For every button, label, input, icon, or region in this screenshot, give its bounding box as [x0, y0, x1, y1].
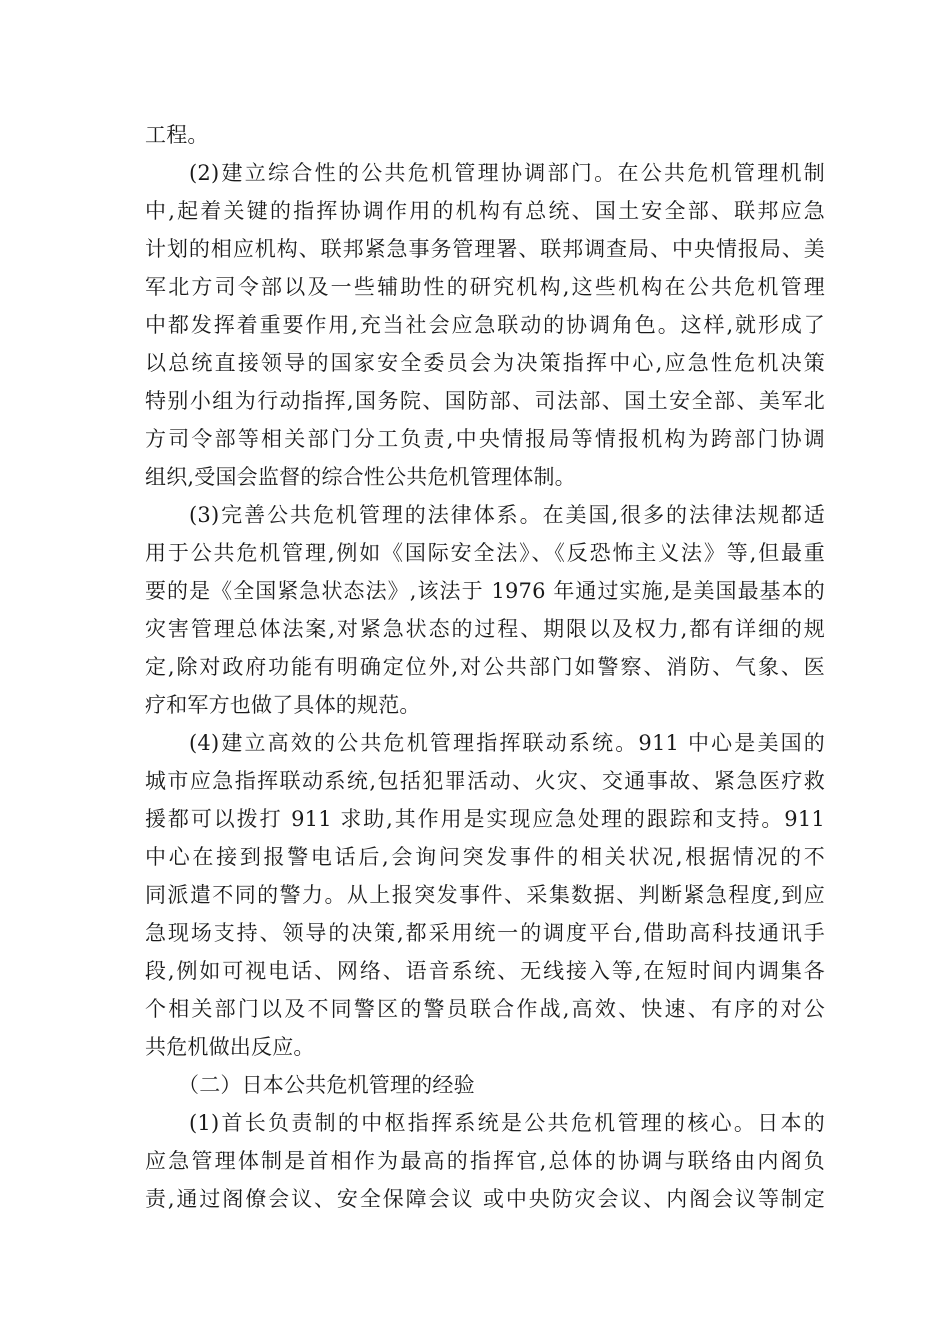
text-line: 组织,受国会监督的综合性公共危机管理体制。 [145, 465, 576, 489]
text-line: 共危机做出反应。 [145, 1035, 315, 1059]
text-line: 中都发挥着重要作用,充当社会应急联动的协调角色。这样,就形成了 [145, 313, 825, 337]
text-line: 计划的相应机构、联邦紧急事务管理署、联邦调查局、中央情报局、美 [145, 237, 825, 261]
text-line: 急现场支持、领导的决策,都采用统一的调度平台,借助高科技通讯手 [145, 921, 825, 945]
text-line: 中,起着关键的指挥协调作用的机构有总统、国土安全部、联邦应急 [145, 199, 825, 223]
text-line: 个相关部门以及不同警区的警员联合作战,高效、快速、有序的对公 [145, 997, 825, 1021]
text-line: 以总统直接领导的国家安全委员会为决策指挥中心,应急性危机决策 [145, 351, 825, 375]
text-line: 疗和军方也做了具体的规范。 [145, 693, 421, 717]
text-line: 援都可以拨打 911 求助,其作用是实现应急处理的跟踪和支持。911 [145, 807, 825, 831]
paragraph-first-line: (3)完善公共危机管理的法律体系。在美国,很多的法律法规都适 [189, 503, 825, 527]
text-line: 工程。 [145, 123, 209, 147]
text-line: 灾害管理总体法案,对紧急状态的过程、期限以及权力,都有详细的规 [145, 617, 825, 641]
text-line: 段,例如可视电话、网络、语音系统、无线接入等,在短时间内调集各 [145, 959, 825, 983]
text-line: 定,除对政府功能有明确定位外,对公共部门如警察、消防、气象、医 [145, 655, 825, 679]
text-line: 方司令部等相关部门分工负责,中央情报局等情报机构为跨部门协调 [145, 427, 825, 451]
text-line: 应急管理体制是首相作为最高的指挥官,总体的协调与联络由内阁负 [145, 1149, 825, 1173]
text-line: 特别小组为行动指挥,国务院、国防部、司法部、国土安全部、美军北 [145, 389, 825, 413]
paragraph-first-line: (2)建立综合性的公共危机管理协调部门。在公共危机管理机制 [189, 161, 825, 185]
section-heading: （二）日本公共危机管理的经验 [178, 1073, 475, 1097]
text-line: 用于公共危机管理,例如《国际安全法》、《反恐怖主义法》等,但最重 [145, 541, 825, 565]
paragraph-first-line: (1)首长负责制的中枢指挥系统是公共危机管理的核心。日本的 [189, 1111, 825, 1135]
text-line: 城市应急指挥联动系统,包括犯罪活动、火灾、交通事故、紧急医疗救 [145, 769, 825, 793]
text-line: 军北方司令部以及一些辅助性的研究机构,这些机构在公共危机管理 [145, 275, 825, 299]
paragraph-first-line: (4)建立高效的公共危机管理指挥联动系统。911 中心是美国的 [189, 731, 825, 755]
text-line: 同派遣不同的警力。从上报突发事件、采集数据、判断紧急程度,到应 [145, 883, 825, 907]
text-line: 要的是《全国紧急状态法》,该法于 1976 年通过实施,是美国最基本的 [145, 579, 825, 603]
text-line: 责,通过阁僚会议、安全保障会议 或中央防灾会议、内阁会议等制定 [145, 1187, 825, 1211]
text-line: 中心在接到报警电话后,会询问突发事件的相关状况,根据情况的不 [145, 845, 825, 869]
